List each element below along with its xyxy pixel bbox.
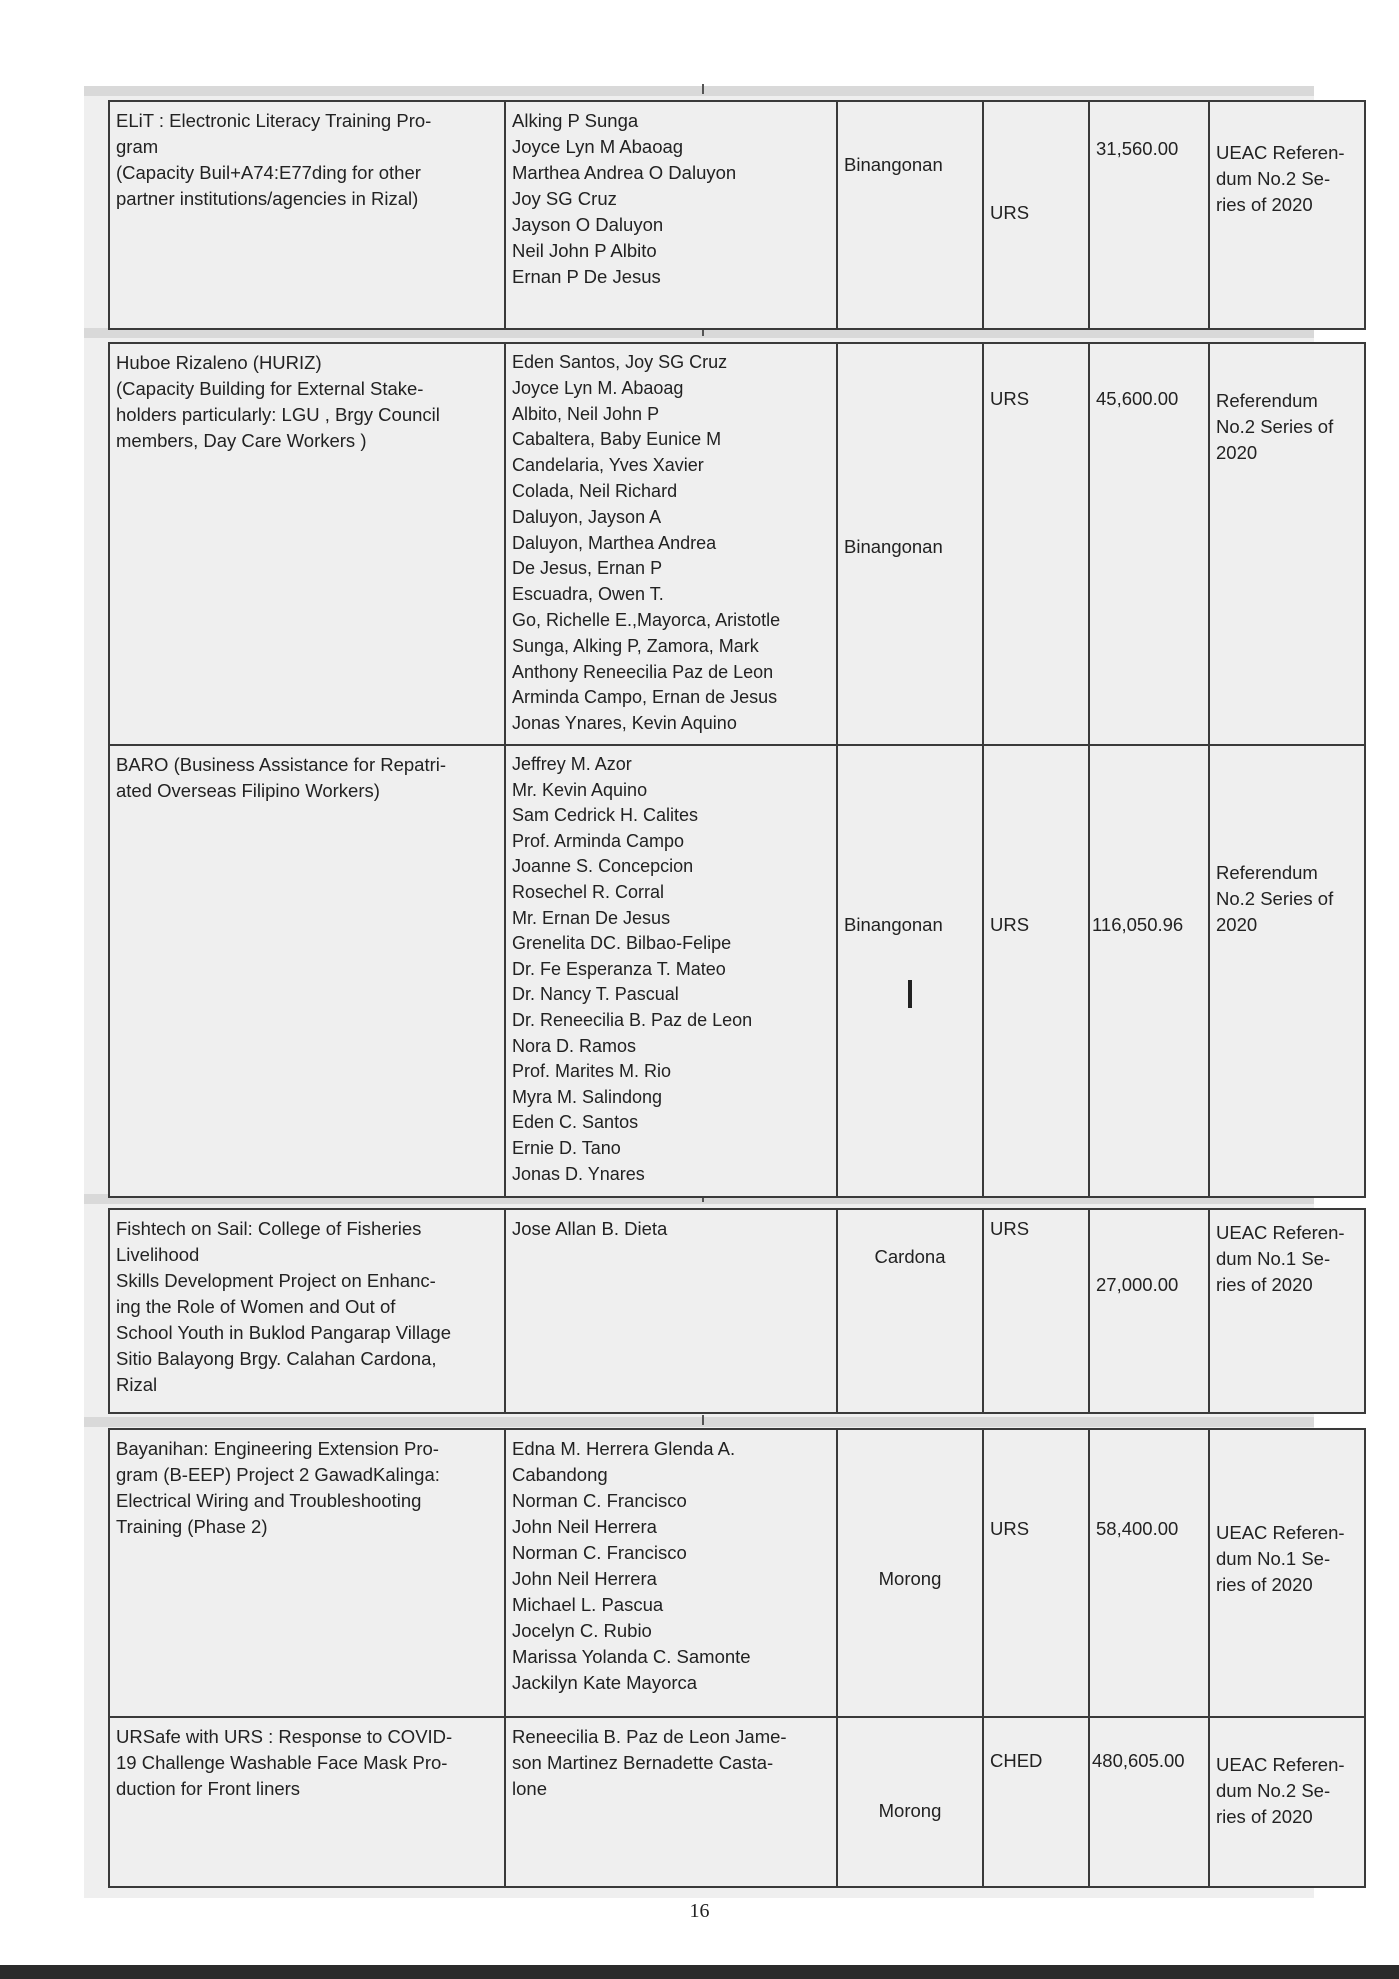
table-row [109, 1209, 1365, 1413]
person-name: Sunga, Alking P, Zamora, Mark [512, 635, 759, 656]
funder-cell [983, 1717, 1089, 1887]
funder-cell [983, 1429, 1089, 1717]
amount-cell [1089, 1429, 1209, 1717]
person-name: son Martinez Bernadette Casta- [512, 1752, 774, 1773]
funder-cell [983, 343, 1089, 745]
project-title-line: members, Day Care Workers ) [116, 430, 367, 451]
project-title-cell [109, 1429, 505, 1717]
reference-line: 2020 [1216, 914, 1258, 935]
person-name: Eden Santos, Joy SG Cruz [512, 352, 728, 372]
amount: 480,605.00 [1092, 1750, 1185, 1771]
person-name: Anthony Reneecilia Paz de Leon [512, 661, 774, 682]
person-name: Norman C. Francisco [512, 1490, 687, 1511]
location: Binangonan [844, 914, 943, 935]
scan-seam [84, 86, 1314, 96]
project-title-line: BARO (Business Assistance for Repatri- [116, 754, 447, 775]
project-title-line: holders particularly: LGU , Brgy Council [116, 404, 440, 425]
people-cell [505, 343, 837, 745]
scan-tick [702, 84, 704, 94]
table-row [109, 745, 1365, 1197]
location: Binangonan [844, 536, 943, 557]
person-name: Daluyon, Jayson A [512, 506, 662, 527]
project-title-line: URSafe with URS : Response to COVID- [116, 1726, 453, 1747]
person-name: Jose Allan B. Dieta [512, 1218, 668, 1239]
extension-table-fragment-4 [108, 1428, 1366, 1888]
people-cell [505, 1209, 837, 1413]
amount-cell [1089, 101, 1209, 329]
person-name: Candelaria, Yves Xavier [512, 455, 704, 476]
person-name: Sam Cedrick H. Calites [512, 805, 699, 826]
reference-line: UEAC Referen- [1216, 1754, 1345, 1775]
person-name: Prof. Arminda Campo [512, 830, 685, 851]
person-name: De Jesus, Ernan P [512, 558, 663, 579]
amount-cell [1089, 745, 1209, 1197]
reference-line: ries of 2020 [1216, 1574, 1313, 1595]
person-name: Go, Richelle E.,Mayorca, Aristotle [512, 609, 781, 630]
person-name: Michael L. Pascua [512, 1594, 664, 1615]
page-number: 16 [689, 1900, 710, 1922]
funder-cell [983, 745, 1089, 1197]
person-name: Ernie D. Tano [512, 1137, 621, 1158]
person-name: Dr. Nancy T. Pascual [512, 984, 679, 1005]
person-name: Dr. Reneecilia B. Paz de Leon [512, 1009, 753, 1030]
person-name: Arminda Campo, Ernan de Jesus [512, 687, 778, 708]
person-name: Jackilyn Kate Mayorca [512, 1672, 698, 1693]
person-name: John Neil Herrera [512, 1516, 657, 1537]
person-name: Nora D. Ramos [512, 1035, 637, 1056]
reference-line: UEAC Referen- [1216, 142, 1345, 163]
person-name: John Neil Herrera [512, 1568, 657, 1589]
location-cell [837, 1209, 983, 1413]
reference-cell [1209, 1429, 1365, 1717]
project-title-line: ing the Role of Women and Out of [116, 1296, 396, 1317]
location-cell [837, 101, 983, 329]
bottom-border-bar [0, 1965, 1399, 1979]
reference-cell [1209, 745, 1365, 1197]
scan-tick [702, 1415, 704, 1425]
location: Cardona [874, 1246, 946, 1267]
reference-cell [1209, 1209, 1365, 1413]
project-title-cell [109, 343, 505, 745]
reference-line: dum No.2 Se- [1216, 168, 1331, 189]
project-title-cell [109, 745, 505, 1197]
project-title-line: ated Overseas Filipino Workers) [116, 780, 380, 801]
person-name: Jonas D. Ynares [512, 1163, 645, 1184]
amount-cell [1089, 343, 1209, 745]
reference-line: ries of 2020 [1216, 1806, 1313, 1827]
reference-line: ries of 2020 [1216, 194, 1313, 215]
reference-cell [1209, 1717, 1365, 1887]
amount: 31,560.00 [1096, 138, 1179, 159]
person-name: Albito, Neil John P [512, 403, 660, 424]
project-title-cell [109, 1209, 505, 1413]
table-row [109, 1717, 1365, 1887]
location: Morong [878, 1568, 942, 1589]
location-cell [837, 1429, 983, 1717]
person-name: Colada, Neil Richard [512, 480, 678, 501]
person-name: Escuadra, Owen T. [512, 584, 664, 605]
people-cell [505, 745, 837, 1197]
project-title-line: partner institutions/agencies in Rizal) [116, 188, 419, 209]
reference-line: dum No.1 Se- [1216, 1248, 1331, 1269]
person-name: Grenelita DC. Bilbao-Felipe [512, 933, 732, 954]
amount: 116,050.96 [1092, 914, 1184, 935]
project-title-cell [109, 1717, 505, 1887]
person-name: Marissa Yolanda C. Samonte [512, 1646, 751, 1667]
project-title-line: (Capacity Building for External Stake- [116, 378, 424, 399]
person-name: Daluyon, Marthea Andrea [512, 532, 717, 553]
person-name: Norman C. Francisco [512, 1542, 687, 1563]
amount: 58,400.00 [1096, 1518, 1179, 1539]
funder: CHED [990, 1750, 1043, 1771]
project-title-line: Huboe Rizaleno (HURIZ) [116, 352, 322, 373]
person-name: Rosechel R. Corral [512, 881, 665, 902]
person-name: Jocelyn C. Rubio [512, 1620, 652, 1641]
person-name: Cabaltera, Baby Eunice M [512, 429, 722, 450]
project-title-line: Sitio Balayong Brgy. Calahan Cardona, [116, 1348, 437, 1369]
table-row [109, 1429, 1365, 1717]
person-name: Prof. Marites M. Rio [512, 1061, 672, 1082]
scan-seam [84, 1417, 1314, 1427]
text-cursor-icon [908, 980, 912, 1008]
person-name: Neil John P Albito [512, 240, 657, 261]
project-title-line: duction for Front liners [116, 1778, 301, 1799]
location: Binangonan [844, 154, 943, 175]
person-name: Joy SG Cruz [512, 188, 617, 209]
person-name: Alking P Sunga [512, 110, 639, 131]
table-row [109, 343, 1365, 745]
project-title-line: 19 Challenge Washable Face Mask Pro- [116, 1752, 448, 1773]
project-title-line: School Youth in Buklod Pangarap Village [116, 1322, 451, 1343]
reference-line: No.2 Series of [1216, 888, 1334, 909]
reference-line: Referendum [1216, 862, 1318, 883]
extension-table-fragment-3 [108, 1208, 1366, 1414]
reference-line: UEAC Referen- [1216, 1222, 1345, 1243]
reference-line: No.2 Series of [1216, 416, 1334, 437]
amount-cell [1089, 1209, 1209, 1413]
table-row [109, 101, 1365, 329]
project-title-line: Electrical Wiring and Troubleshooting [116, 1490, 422, 1511]
project-title-line: ELiT : Electronic Literacy Training Pro- [116, 110, 432, 131]
people-cell [505, 1717, 837, 1887]
extension-table-fragment-1 [108, 100, 1366, 330]
project-title-line: (Capacity Buil+A74:E77ding for other [116, 162, 421, 183]
person-name: Reneecilia B. Paz de Leon Jame- [512, 1726, 787, 1747]
reference-line: 2020 [1216, 442, 1258, 463]
project-title-line: gram (B-EEP) Project 2 GawadKalinga: [116, 1464, 440, 1485]
person-name: Ernan P De Jesus [512, 266, 661, 287]
person-name: Mr. Ernan De Jesus [512, 907, 671, 928]
funder-cell [983, 101, 1089, 329]
project-title-line: Bayanihan: Engineering Extension Pro- [116, 1438, 439, 1459]
reference-line: ries of 2020 [1216, 1274, 1313, 1295]
project-title-line: Fishtech on Sail: College of Fisheries [116, 1218, 422, 1239]
person-name: Marthea Andrea O Daluyon [512, 162, 737, 183]
person-name: Joanne S. Concepcion [512, 856, 694, 877]
person-name: Myra M. Salindong [512, 1086, 663, 1107]
person-name: Joyce Lyn M. Abaoag [512, 377, 684, 398]
project-title-line: Rizal [116, 1374, 158, 1395]
reference-line: Referendum [1216, 390, 1318, 411]
person-name: Eden C. Santos [512, 1112, 639, 1133]
extension-table-fragment-2 [108, 342, 1366, 1198]
funder-cell [983, 1209, 1089, 1413]
people-cell [505, 1429, 837, 1717]
location-cell [837, 1717, 983, 1887]
location-cell [837, 745, 983, 1197]
person-name: Dr. Fe Esperanza T. Mateo [512, 958, 726, 979]
people-cell [505, 101, 837, 329]
project-title-line: gram [116, 136, 159, 157]
amount: 27,000.00 [1096, 1274, 1179, 1295]
project-title-line: Skills Development Project on Enhanc- [116, 1270, 436, 1291]
amount: 45,600.00 [1096, 388, 1179, 409]
person-name: Mr. Kevin Aquino [512, 779, 648, 800]
funder: URS [990, 1218, 1030, 1239]
funder: URS [990, 202, 1030, 223]
project-title-line: Livelihood [116, 1244, 200, 1265]
person-name: Jayson O Daluyon [512, 214, 664, 235]
reference-line: dum No.1 Se- [1216, 1548, 1331, 1569]
reference-cell [1209, 343, 1365, 745]
funder: URS [990, 388, 1030, 409]
reference-line: UEAC Referen- [1216, 1522, 1345, 1543]
person-name: lone [512, 1778, 547, 1799]
project-title-cell [109, 101, 505, 329]
project-title-line: Training (Phase 2) [116, 1516, 268, 1537]
person-name: Jonas Ynares, Kevin Aquino [512, 713, 737, 734]
person-name: Jeffrey M. Azor [512, 754, 632, 774]
reference-cell [1209, 101, 1365, 329]
person-name: Edna M. Herrera Glenda A. [512, 1438, 736, 1459]
funder: URS [990, 914, 1030, 935]
reference-line: dum No.2 Se- [1216, 1780, 1331, 1801]
person-name: Cabandong [512, 1464, 608, 1485]
funder: URS [990, 1518, 1030, 1539]
location-cell [837, 343, 983, 745]
amount-cell [1089, 1717, 1209, 1887]
location: Morong [878, 1800, 942, 1821]
person-name: Joyce Lyn M Abaoag [512, 136, 684, 157]
